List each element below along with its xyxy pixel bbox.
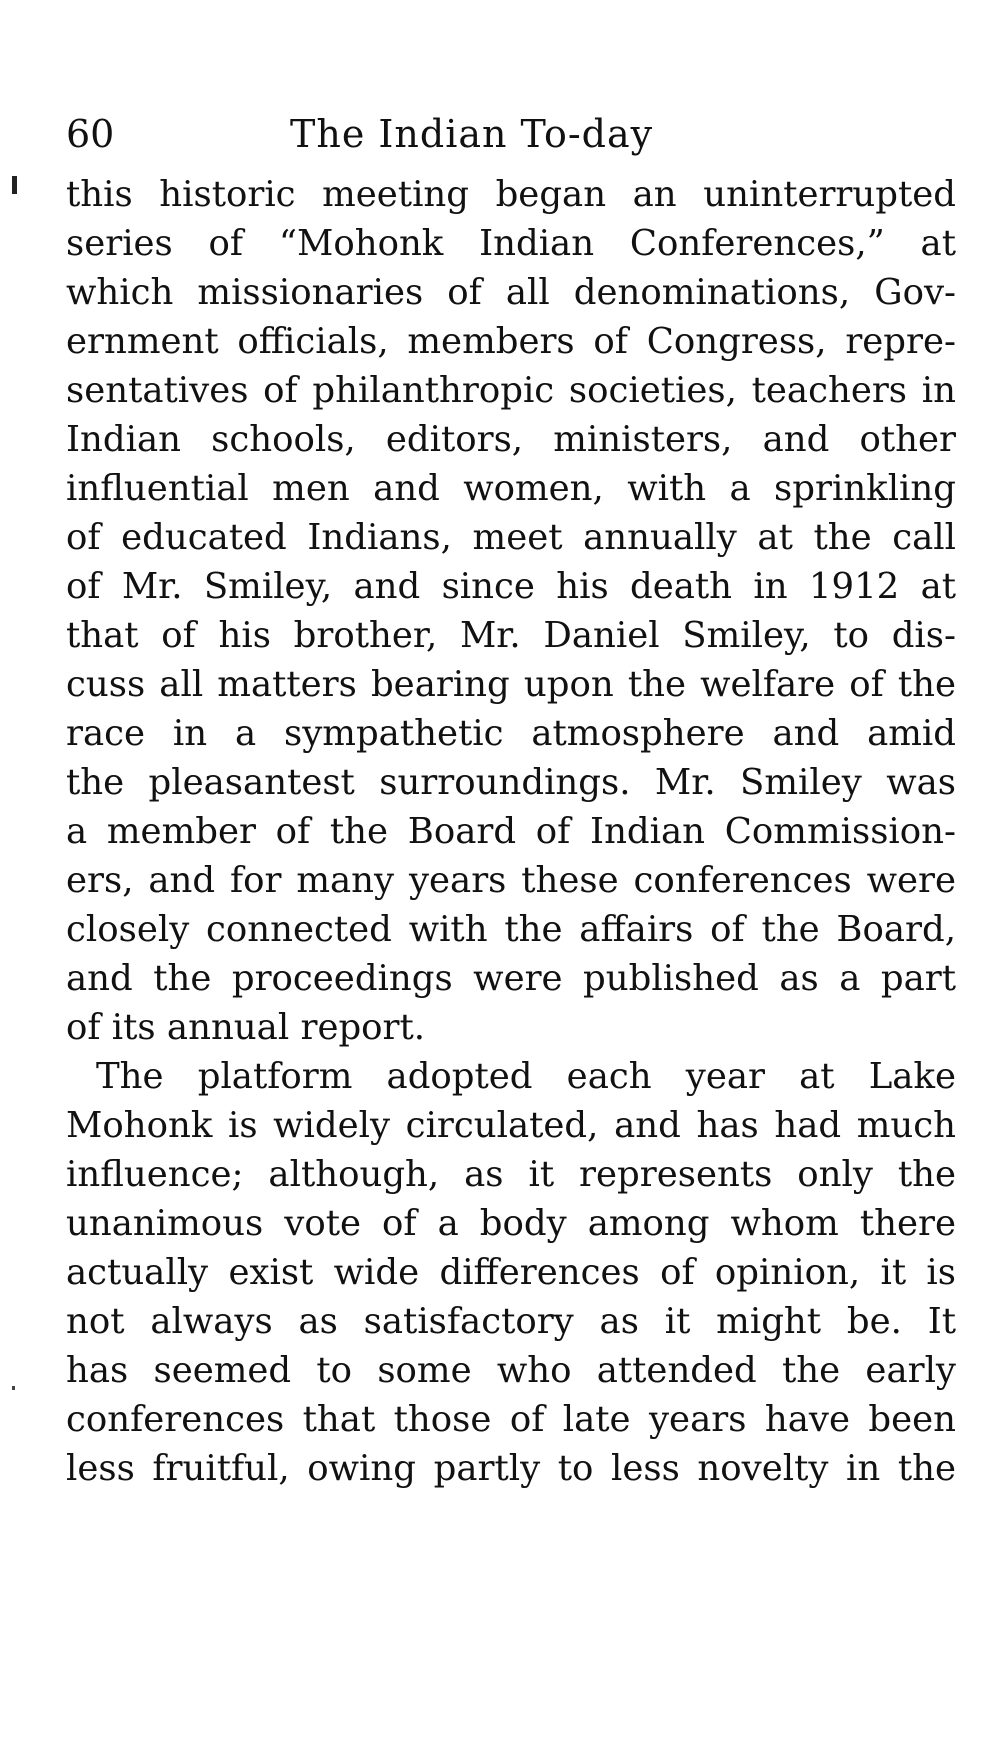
text-line: actually exist wide differences of opinion, it is [66,1252,956,1293]
text-line: not always as satisfactory as it might be. It [66,1301,956,1342]
page-number: 60 [66,112,115,156]
paragraph-1 [66,170,956,1052]
paragraph-2 [66,1052,956,1493]
text-line: series of “Mohonk Indian Conferences,” at [66,223,956,264]
text-line: ernment officials, members of Congress, repre- [66,321,956,362]
text-line: that of his brother, Mr. Daniel Smiley, to dis- [66,615,956,656]
text-line: of its annual report. [66,1007,426,1048]
text-line: unanimous vote of a body among whom there [66,1203,956,1244]
margin-dot [12,1386,15,1390]
body-text [66,170,956,1493]
text-line: cuss all matters bearing upon the welfare of the [66,664,956,705]
text-line: closely connected with the affairs of the Board, [66,909,956,950]
text-line: a member of the Board of Indian Commission- [66,811,956,852]
margin-mark [12,176,17,194]
text-line: less fruitful, owing partly to less novelty in the [66,1448,956,1489]
text-line: the pleasantest surroundings. Mr. Smiley was [66,762,956,803]
text-line: conferences that those of late years have been [66,1399,956,1440]
text-line: of Mr. Smiley, and since his death in 1912 at [66,566,956,607]
text-line: influential men and women, with a sprinkling [66,468,956,509]
text-line: ers, and for many years these conferences were [66,860,956,901]
text-line: Mohonk is widely circulated, and has had much [66,1105,956,1146]
text-line: Indian schools, editors, ministers, and other [66,419,956,460]
text-line: sentatives of philanthropic societies, teachers in [66,370,956,411]
text-line: and the proceedings were published as a part [66,958,956,999]
text-line: this historic meeting began an uninterrupted [66,174,956,215]
running-title: The Indian To-day [290,112,654,156]
text-line: influence; although, as it represents only the [66,1154,956,1195]
text-line: has seemed to some who attended the early [66,1350,956,1391]
text-line: The platform adopted each year at Lake [96,1056,956,1097]
page-header [66,104,966,164]
text-line: race in a sympathetic atmosphere and amid [66,713,956,754]
text-line: which missionaries of all denominations, Gov- [66,272,956,313]
text-line: of educated Indians, meet annually at the call [66,517,956,558]
